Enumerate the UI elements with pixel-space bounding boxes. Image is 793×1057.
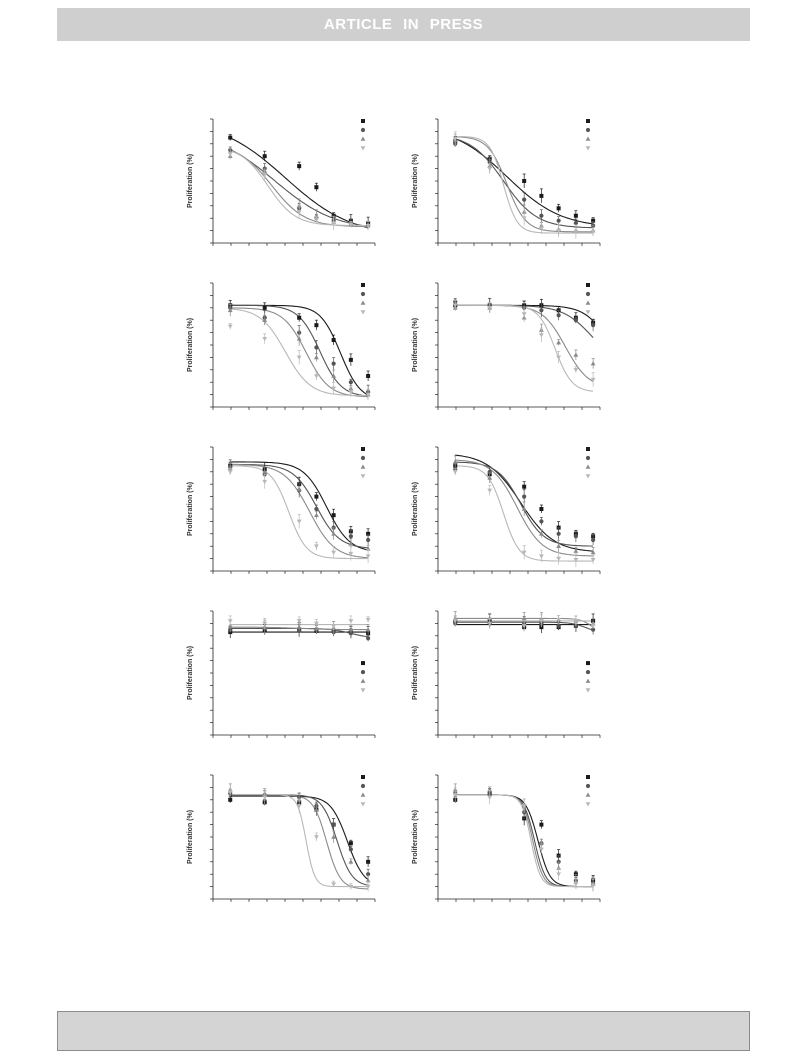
legend-marker <box>361 301 366 305</box>
legend-marker <box>361 283 365 287</box>
legend-marker <box>361 119 365 123</box>
data-point <box>522 495 526 499</box>
legend-marker <box>361 661 365 665</box>
data-point <box>349 847 353 851</box>
data-point <box>228 325 233 329</box>
data-point <box>574 214 578 218</box>
data-point <box>556 618 561 622</box>
data-point <box>366 636 370 640</box>
legend-marker <box>586 784 590 788</box>
legend-marker <box>361 802 366 806</box>
data-point <box>314 374 319 378</box>
data-point <box>314 507 318 511</box>
chart-panel <box>408 442 613 578</box>
chart-panel <box>408 278 613 414</box>
y-axis-label: Proliferation (%) <box>412 317 419 372</box>
data-point <box>331 624 336 628</box>
chart-panel <box>183 442 388 578</box>
article-in-press-banner <box>57 8 750 41</box>
legend-marker <box>586 137 591 141</box>
legend-marker <box>361 688 366 692</box>
y-axis-label: Proliferation (%) <box>412 153 419 208</box>
legend-marker <box>586 301 591 305</box>
data-point <box>574 318 578 322</box>
chart-plot <box>183 606 388 742</box>
y-axis-label: Proliferation (%) <box>412 809 419 864</box>
data-point <box>349 380 353 384</box>
legend-marker <box>361 679 366 683</box>
footer-bar <box>57 1011 750 1051</box>
data-point <box>573 558 578 562</box>
data-point <box>574 534 578 538</box>
data-point <box>314 355 319 359</box>
data-point <box>557 206 561 210</box>
legend-marker <box>361 793 366 797</box>
data-point <box>297 164 301 168</box>
data-point <box>557 313 561 317</box>
y-axis-label: Proliferation (%) <box>187 809 194 864</box>
data-point <box>262 622 267 626</box>
legend-marker <box>586 283 590 287</box>
data-point <box>349 534 353 538</box>
data-point <box>263 154 267 158</box>
chart-plot <box>408 114 613 250</box>
legend-marker <box>586 793 591 797</box>
data-point <box>573 368 578 372</box>
data-point <box>228 798 232 802</box>
data-point <box>314 345 318 349</box>
data-point <box>348 619 353 623</box>
data-point <box>366 860 370 864</box>
data-point <box>591 538 595 542</box>
chart-plot <box>183 114 388 250</box>
chart-plot <box>408 606 613 742</box>
data-point <box>591 558 596 562</box>
chart-panel <box>183 278 388 414</box>
data-point <box>539 823 543 827</box>
legend-marker <box>361 775 365 779</box>
legend-marker <box>586 688 591 692</box>
data-point <box>453 470 458 474</box>
chart-panel <box>183 114 388 250</box>
legend-marker <box>361 447 365 451</box>
legend-marker <box>361 670 365 674</box>
banner-title: ARTICLE IN PRESS <box>323 16 484 33</box>
data-point <box>522 485 526 489</box>
chart-panel <box>183 606 388 742</box>
data-point <box>539 519 543 523</box>
data-point <box>366 374 370 378</box>
data-point <box>556 340 561 344</box>
chart-plot <box>408 278 613 414</box>
legend-marker <box>586 310 591 314</box>
legend-marker <box>586 292 590 296</box>
y-axis-label: Proliferation (%) <box>412 481 419 536</box>
data-point <box>487 306 492 310</box>
legend-marker <box>361 465 366 469</box>
y-axis-label: Proliferation (%) <box>187 153 194 208</box>
y-axis-label: Proliferation (%) <box>412 645 419 700</box>
legend-marker <box>586 146 591 150</box>
data-point <box>297 356 302 360</box>
data-point <box>557 532 561 536</box>
data-point <box>349 358 353 362</box>
data-point <box>522 198 526 202</box>
data-point <box>314 622 319 626</box>
chart-plot <box>183 770 388 906</box>
data-point <box>366 538 370 542</box>
data-point <box>539 554 544 558</box>
data-point <box>556 356 561 360</box>
chart-plot <box>183 442 388 578</box>
chart-plot <box>408 770 613 906</box>
data-point <box>591 361 596 365</box>
chart-panel <box>183 770 388 906</box>
data-point <box>262 480 267 484</box>
data-point <box>297 625 302 629</box>
legend-marker <box>586 802 591 806</box>
y-axis-label: Proliferation (%) <box>187 645 194 700</box>
data-point <box>228 619 233 623</box>
legend-marker <box>361 128 365 132</box>
legend-marker <box>586 679 591 683</box>
data-point <box>332 362 336 366</box>
y-axis-label: Proliferation (%) <box>187 481 194 536</box>
data-point <box>487 167 492 171</box>
legend-marker <box>586 670 590 674</box>
data-point <box>487 796 492 800</box>
legend-marker <box>586 456 590 460</box>
chart-plot <box>408 442 613 578</box>
data-point <box>314 544 319 548</box>
legend-marker <box>586 661 590 665</box>
data-point <box>539 848 544 852</box>
data-point <box>314 185 318 189</box>
data-point <box>349 841 353 845</box>
data-point <box>591 323 595 327</box>
data-point <box>228 136 232 140</box>
data-point <box>539 308 543 312</box>
data-point <box>228 152 233 156</box>
chart-panel <box>408 606 613 742</box>
data-point <box>314 323 318 327</box>
legend-marker <box>361 310 366 314</box>
data-point <box>331 551 336 555</box>
data-point <box>557 624 561 628</box>
data-point <box>297 316 301 320</box>
data-point <box>332 513 336 517</box>
data-point <box>314 835 319 839</box>
data-point <box>263 306 267 310</box>
data-point <box>332 823 336 827</box>
legend-marker <box>361 456 365 460</box>
legend-marker <box>586 447 590 451</box>
data-point <box>262 337 267 341</box>
data-point <box>539 507 543 511</box>
data-point <box>297 487 302 491</box>
legend-marker <box>361 146 366 150</box>
data-point <box>262 796 267 800</box>
data-point <box>366 618 371 622</box>
legend-marker <box>586 474 591 478</box>
legend-marker <box>361 474 366 478</box>
data-point <box>297 619 302 623</box>
y-axis-label: Proliferation (%) <box>187 317 194 372</box>
legend-marker <box>361 784 365 788</box>
legend-marker <box>361 292 365 296</box>
legend-marker <box>586 128 590 132</box>
legend-marker <box>361 137 366 141</box>
chart-plot <box>183 278 388 414</box>
legend-marker <box>586 775 590 779</box>
data-point <box>297 520 302 524</box>
data-point <box>522 312 527 316</box>
data-point <box>573 352 578 356</box>
chart-panel <box>408 114 613 250</box>
data-point <box>522 179 526 183</box>
data-point <box>539 194 543 198</box>
data-point <box>228 470 233 474</box>
chart-panel <box>408 770 613 906</box>
data-point <box>314 495 318 499</box>
data-point <box>487 489 492 493</box>
data-point <box>539 333 544 337</box>
data-point <box>332 338 336 342</box>
data-point <box>556 872 561 876</box>
data-point <box>539 214 543 218</box>
legend-marker <box>586 119 590 123</box>
legend-marker <box>586 465 591 469</box>
data-point <box>348 859 353 863</box>
data-point <box>314 513 319 517</box>
